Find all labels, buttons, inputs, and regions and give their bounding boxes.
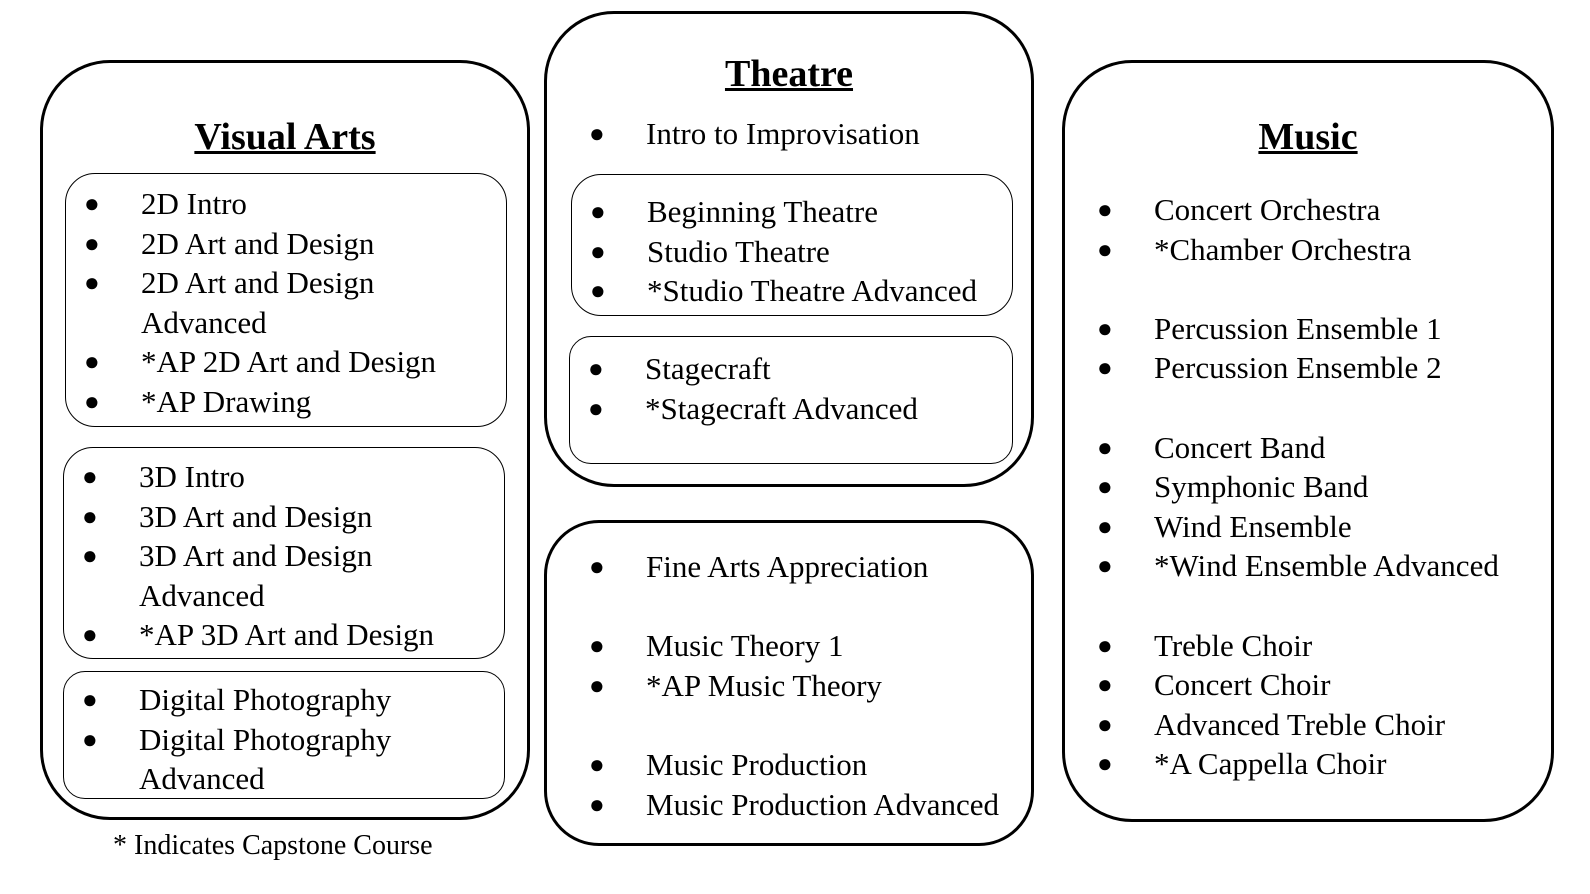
bullet-icon: ● <box>82 620 98 650</box>
theatre-title: Theatre <box>724 53 854 95</box>
bullet-icon: ● <box>84 228 100 258</box>
list-item: ● Music Production Advanced <box>571 785 1031 825</box>
bullet-icon: ● <box>1097 630 1113 660</box>
music-title: Music <box>1258 116 1358 158</box>
list-item: ● Stagecraft <box>570 349 1012 389</box>
list-item: ● Advanced Treble Choir <box>1079 705 1551 745</box>
visual-arts-2d-group <box>65 173 507 427</box>
list-item: ● 2D Art and Design <box>66 224 506 264</box>
bullet-icon: ● <box>82 724 98 754</box>
bullet-icon: ● <box>84 268 100 298</box>
bullet-icon: ● <box>589 119 605 148</box>
theatre-panel <box>544 11 1034 487</box>
bullet-icon: ● <box>82 685 98 714</box>
bullet-icon: ● <box>589 670 605 700</box>
visual-arts-photo-group <box>63 671 505 799</box>
list-item: ● 3D Art and Design <box>64 536 504 576</box>
music-panel <box>1062 60 1554 822</box>
bullet-icon: ● <box>589 749 605 779</box>
bullet-icon: ● <box>588 393 604 423</box>
list-item: ● Percussion Ensemble 2 <box>1079 348 1551 388</box>
list-item: ● 3D Art and Design <box>64 497 504 537</box>
bullet-icon: ● <box>84 347 100 377</box>
list-item: ● 2D Intro <box>66 184 506 224</box>
list-item: ● *Stagecraft Advanced <box>570 389 1012 429</box>
list-item: ● *AP 3D Art and Design <box>64 615 504 655</box>
list-item-continuation: Advanced <box>139 577 265 613</box>
list-item: ● Symphonic Band <box>1079 467 1551 507</box>
list-item: ● *AP Drawing <box>66 382 506 422</box>
list-item: ● *AP 2D Art and Design <box>66 342 506 382</box>
bullet-icon: ● <box>589 631 605 661</box>
list-item: ● Studio Theatre <box>572 232 1012 272</box>
list-item: ● 3D Intro <box>64 457 504 497</box>
bullet-icon: ● <box>1097 511 1113 541</box>
bullet-icon: ● <box>590 236 606 266</box>
list-item: ● Percussion Ensemble 1 <box>1079 309 1551 349</box>
bullet-icon: ● <box>589 552 605 581</box>
bullet-icon: ● <box>82 541 98 571</box>
list-item: ● Concert Band <box>1079 428 1551 468</box>
visual-arts-title: Visual Arts <box>194 116 376 158</box>
bullet-icon: ● <box>1097 472 1113 502</box>
list-item: ● *Studio Theatre Advanced <box>572 271 1012 311</box>
bullet-icon: ● <box>1097 551 1113 581</box>
list-item: ● *Wind Ensemble Advanced <box>1079 546 1551 586</box>
bullet-icon: ● <box>1097 432 1113 462</box>
bullet-icon: ● <box>82 462 98 491</box>
bullet-icon: ● <box>1097 709 1113 739</box>
bullet-icon: ● <box>589 789 605 819</box>
visual-arts-3d-group <box>63 447 505 659</box>
list-item: ● Beginning Theatre <box>572 192 1012 232</box>
bullet-icon: ● <box>590 276 606 306</box>
list-item: ● Music Production <box>571 745 1031 785</box>
bullet-icon: ● <box>1097 195 1113 224</box>
list-item: ● Concert Orchestra <box>1079 190 1551 230</box>
bullet-icon: ● <box>1097 313 1113 343</box>
bullet-icon: ● <box>588 354 604 383</box>
list-item: ● Intro to Improvisation <box>571 114 1031 154</box>
list-item: ● Concert Choir <box>1079 665 1551 705</box>
bullet-icon: ● <box>84 189 100 218</box>
capstone-footnote: * Indicates Capstone Course <box>113 830 433 861</box>
bullet-icon: ● <box>590 197 606 226</box>
list-item: ● Music Theory 1 <box>571 626 1031 666</box>
list-item: ● *Chamber Orchestra <box>1079 230 1551 270</box>
bullet-icon: ● <box>84 386 100 416</box>
list-item: ● Treble Choir <box>1079 626 1551 666</box>
bullet-icon: ● <box>82 501 98 531</box>
list-item: ● Digital Photography <box>64 680 504 720</box>
list-item-continuation: Advanced <box>141 304 267 340</box>
theatre-acting-group <box>571 174 1013 316</box>
theatre-stagecraft-group <box>569 336 1013 464</box>
bullet-icon: ● <box>1097 234 1113 264</box>
list-item-continuation: Advanced <box>139 761 265 797</box>
list-item: ● Wind Ensemble <box>1079 507 1551 547</box>
list-item: ● Digital Photography <box>64 720 504 760</box>
visual-arts-panel <box>40 60 530 820</box>
list-item: ● *AP Music Theory <box>571 666 1031 706</box>
bullet-icon: ● <box>1097 670 1113 700</box>
bullet-icon: ● <box>1097 749 1113 779</box>
list-item: ● Fine Arts Appreciation <box>571 547 1031 587</box>
list-item: ● *A Cappella Choir <box>1079 744 1551 784</box>
bullet-icon: ● <box>1097 353 1113 383</box>
general-courses-panel <box>544 520 1034 846</box>
list-item: ● 2D Art and Design <box>66 263 506 303</box>
